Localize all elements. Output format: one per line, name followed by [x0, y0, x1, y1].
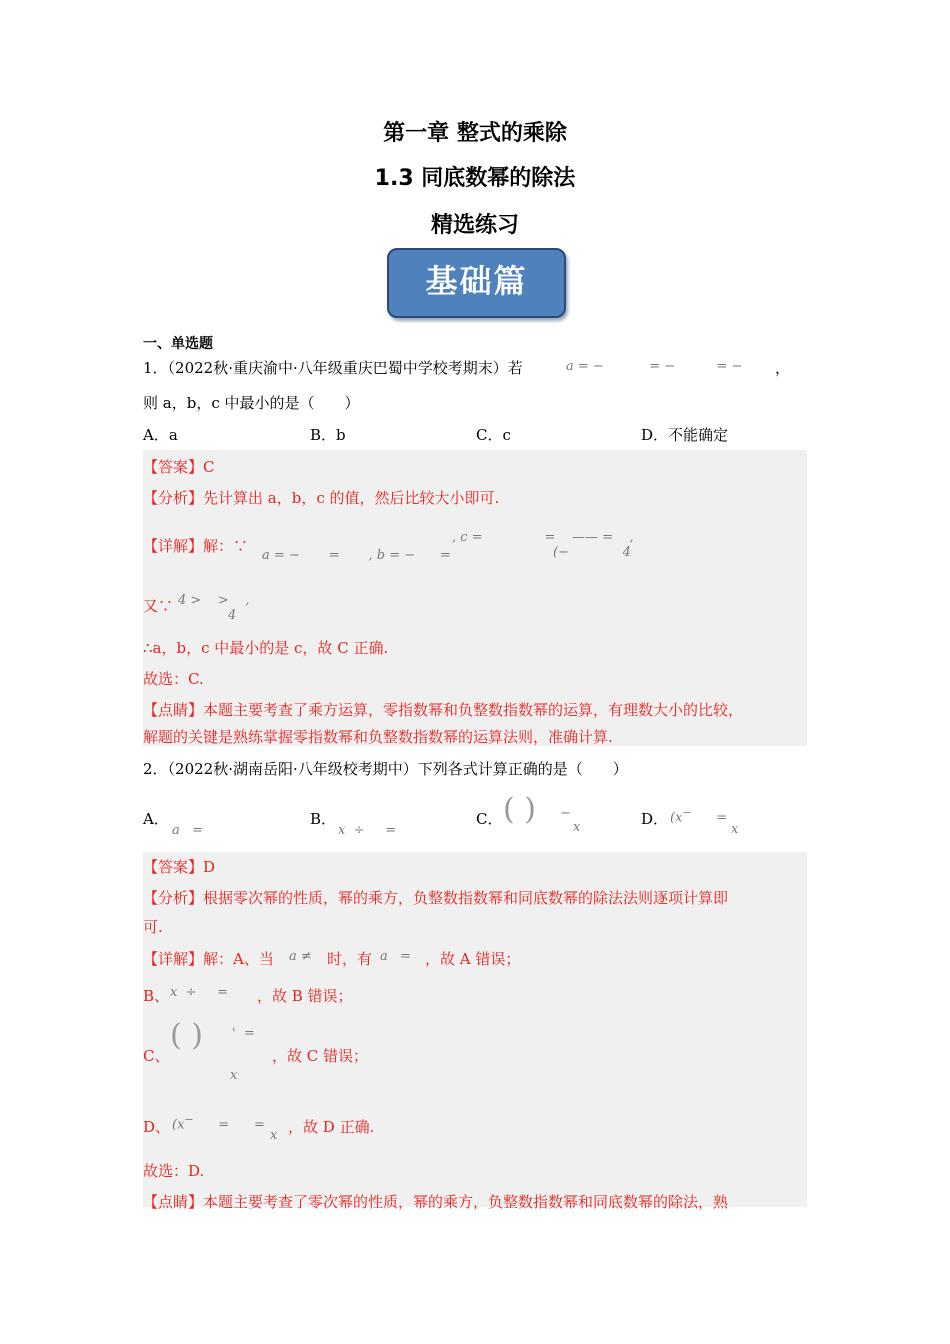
- q2-detail-c-formula: ( ): [170, 1018, 203, 1053]
- q2-detail-d2: ，故 D 正确.: [288, 1118, 375, 1136]
- q2-option-c-fraction: −: [560, 806, 571, 821]
- q1-option-c: C．c: [476, 426, 511, 444]
- q2-comment: [143, 1191, 728, 1212]
- q1-line2: 则 a，b，c 中最小的是（ ）: [143, 394, 360, 412]
- detail-text: 解：∵: [203, 537, 249, 555]
- q2-detail-d: D、: [143, 1118, 171, 1136]
- q2-option-b: B．: [310, 810, 337, 828]
- q2-detail-a2: 时，有: [327, 950, 373, 968]
- q2-option-a: A．: [143, 810, 169, 828]
- q2-detail-b-formula: x ÷ =: [170, 985, 229, 1000]
- subtitle: 精选练习: [430, 213, 519, 238]
- q1-again-formula-denominator: 4: [228, 608, 237, 623]
- analysis-text: 根据零次幂的性质，幂的乘方，负整数指数幂和同底数幂的除法法则逐项计算即: [203, 889, 729, 907]
- detail-tag: 【详解】: [143, 950, 204, 968]
- q1-option-b: B．b: [310, 426, 346, 444]
- q1-detail-formula-a: a = − = , b = − =: [262, 548, 451, 563]
- part-title: 一、单选题: [143, 336, 213, 352]
- comment-tag: 【点睛】: [143, 1193, 204, 1211]
- q2-stem: 2．（2022秋·湖南岳阳·八年级校考期中）下列各式计算正确的是（ ）: [143, 760, 628, 778]
- q2-detail-b: B、: [143, 987, 170, 1005]
- q1-option-a: A．a: [143, 426, 178, 444]
- q1-stem: 1．（2022秋·重庆渝中·八年级重庆巴蜀中学校考期末）若: [143, 359, 523, 377]
- q2-option-b-formula: x ÷ =: [338, 823, 397, 838]
- q1-again: 又∵: [143, 597, 174, 615]
- q1-formula: a = − = − = −: [566, 359, 743, 374]
- q2-option-c-formula: ( ): [503, 792, 536, 827]
- comment-text: 本题主要考查了乘方运算，零指数幂和负整数指数幂的运算，有理数大小的比较，: [203, 701, 744, 719]
- q1-detail-formula-c: , c = = —— = ,: [452, 530, 634, 545]
- q2-detail-c2: ，故 C 错误；: [272, 1047, 369, 1065]
- q2-detail-c: C、: [143, 1047, 170, 1065]
- q2-detail-d-formula: (x− = =: [172, 1113, 265, 1133]
- q1-comment: [143, 699, 743, 720]
- q1-option-d: D．不能确定: [641, 426, 729, 444]
- q2-option-a-formula: a =: [172, 823, 204, 838]
- q1-detail: [143, 535, 248, 556]
- detail-a-text: 解：A、当: [203, 950, 274, 968]
- level-badge: 基础篇: [387, 248, 566, 318]
- q2-choose: 故选：D.: [143, 1162, 205, 1180]
- q2-detail-c-denominator: x: [230, 1068, 238, 1083]
- analysis-tag: 【分析】: [143, 889, 204, 907]
- q2-detail-a-formula: a ≠: [289, 949, 312, 964]
- answer-value: D: [203, 858, 216, 876]
- q1-comment-line2: 解题的关键是熟练掌握零指数幂和负整数指数幂的运算法则，准确计算.: [143, 728, 613, 746]
- analysis-tag: 【分析】: [143, 489, 204, 507]
- q2-option-d-formula: (x− =: [670, 806, 728, 826]
- detail-tag: 【详解】: [143, 537, 204, 555]
- q1-detail-formula-c2: (− 4: [553, 545, 631, 560]
- q1-stem-end: ，: [775, 359, 791, 377]
- q2-detail-a: [143, 948, 274, 969]
- q2-answer: [143, 856, 215, 877]
- q1-conclusion: ∴a，b，c 中最小的是 c，故 C 正确.: [143, 639, 389, 657]
- q1-answer: [143, 456, 215, 477]
- analysis-text: 先计算出 a，b，c 的值，然后比较大小即可.: [203, 489, 500, 507]
- q2-option-d: D．: [641, 810, 669, 828]
- q2-option-d-denominator: x: [731, 822, 739, 837]
- answer-tag: 【答案】: [143, 458, 204, 476]
- q2-analysis-line2: 可.: [143, 918, 163, 936]
- q2-option-c: C．: [476, 810, 503, 828]
- chapter-title: 第一章 整式的乘除: [383, 121, 567, 146]
- answer-tag: 【答案】: [143, 858, 204, 876]
- comment-tag: 【点睛】: [143, 701, 204, 719]
- section-title: 1.3 同底数幂的除法: [374, 166, 576, 191]
- q2-option-c-denominator: x: [573, 820, 581, 835]
- answer-value: C: [203, 458, 215, 476]
- q2-detail-d-denominator: x: [270, 1128, 278, 1143]
- q1-choose: 故选：C.: [143, 670, 204, 688]
- q1-analysis: [143, 487, 499, 508]
- q2-detail-c-fraction: ' =: [232, 1026, 255, 1041]
- q2-analysis: [143, 887, 728, 908]
- q1-again-formula: 4 > > ,: [178, 593, 250, 608]
- q2-detail-a3: ，故 A 错误；: [425, 950, 521, 968]
- comment-text: 本题主要考查了零次幂的性质，幂的乘方，负整数指数幂和同底数幂的除法，熟: [203, 1193, 729, 1211]
- q2-detail-b2: ，故 B 错误；: [257, 987, 353, 1005]
- q2-detail-a-formula2: a =: [380, 949, 412, 964]
